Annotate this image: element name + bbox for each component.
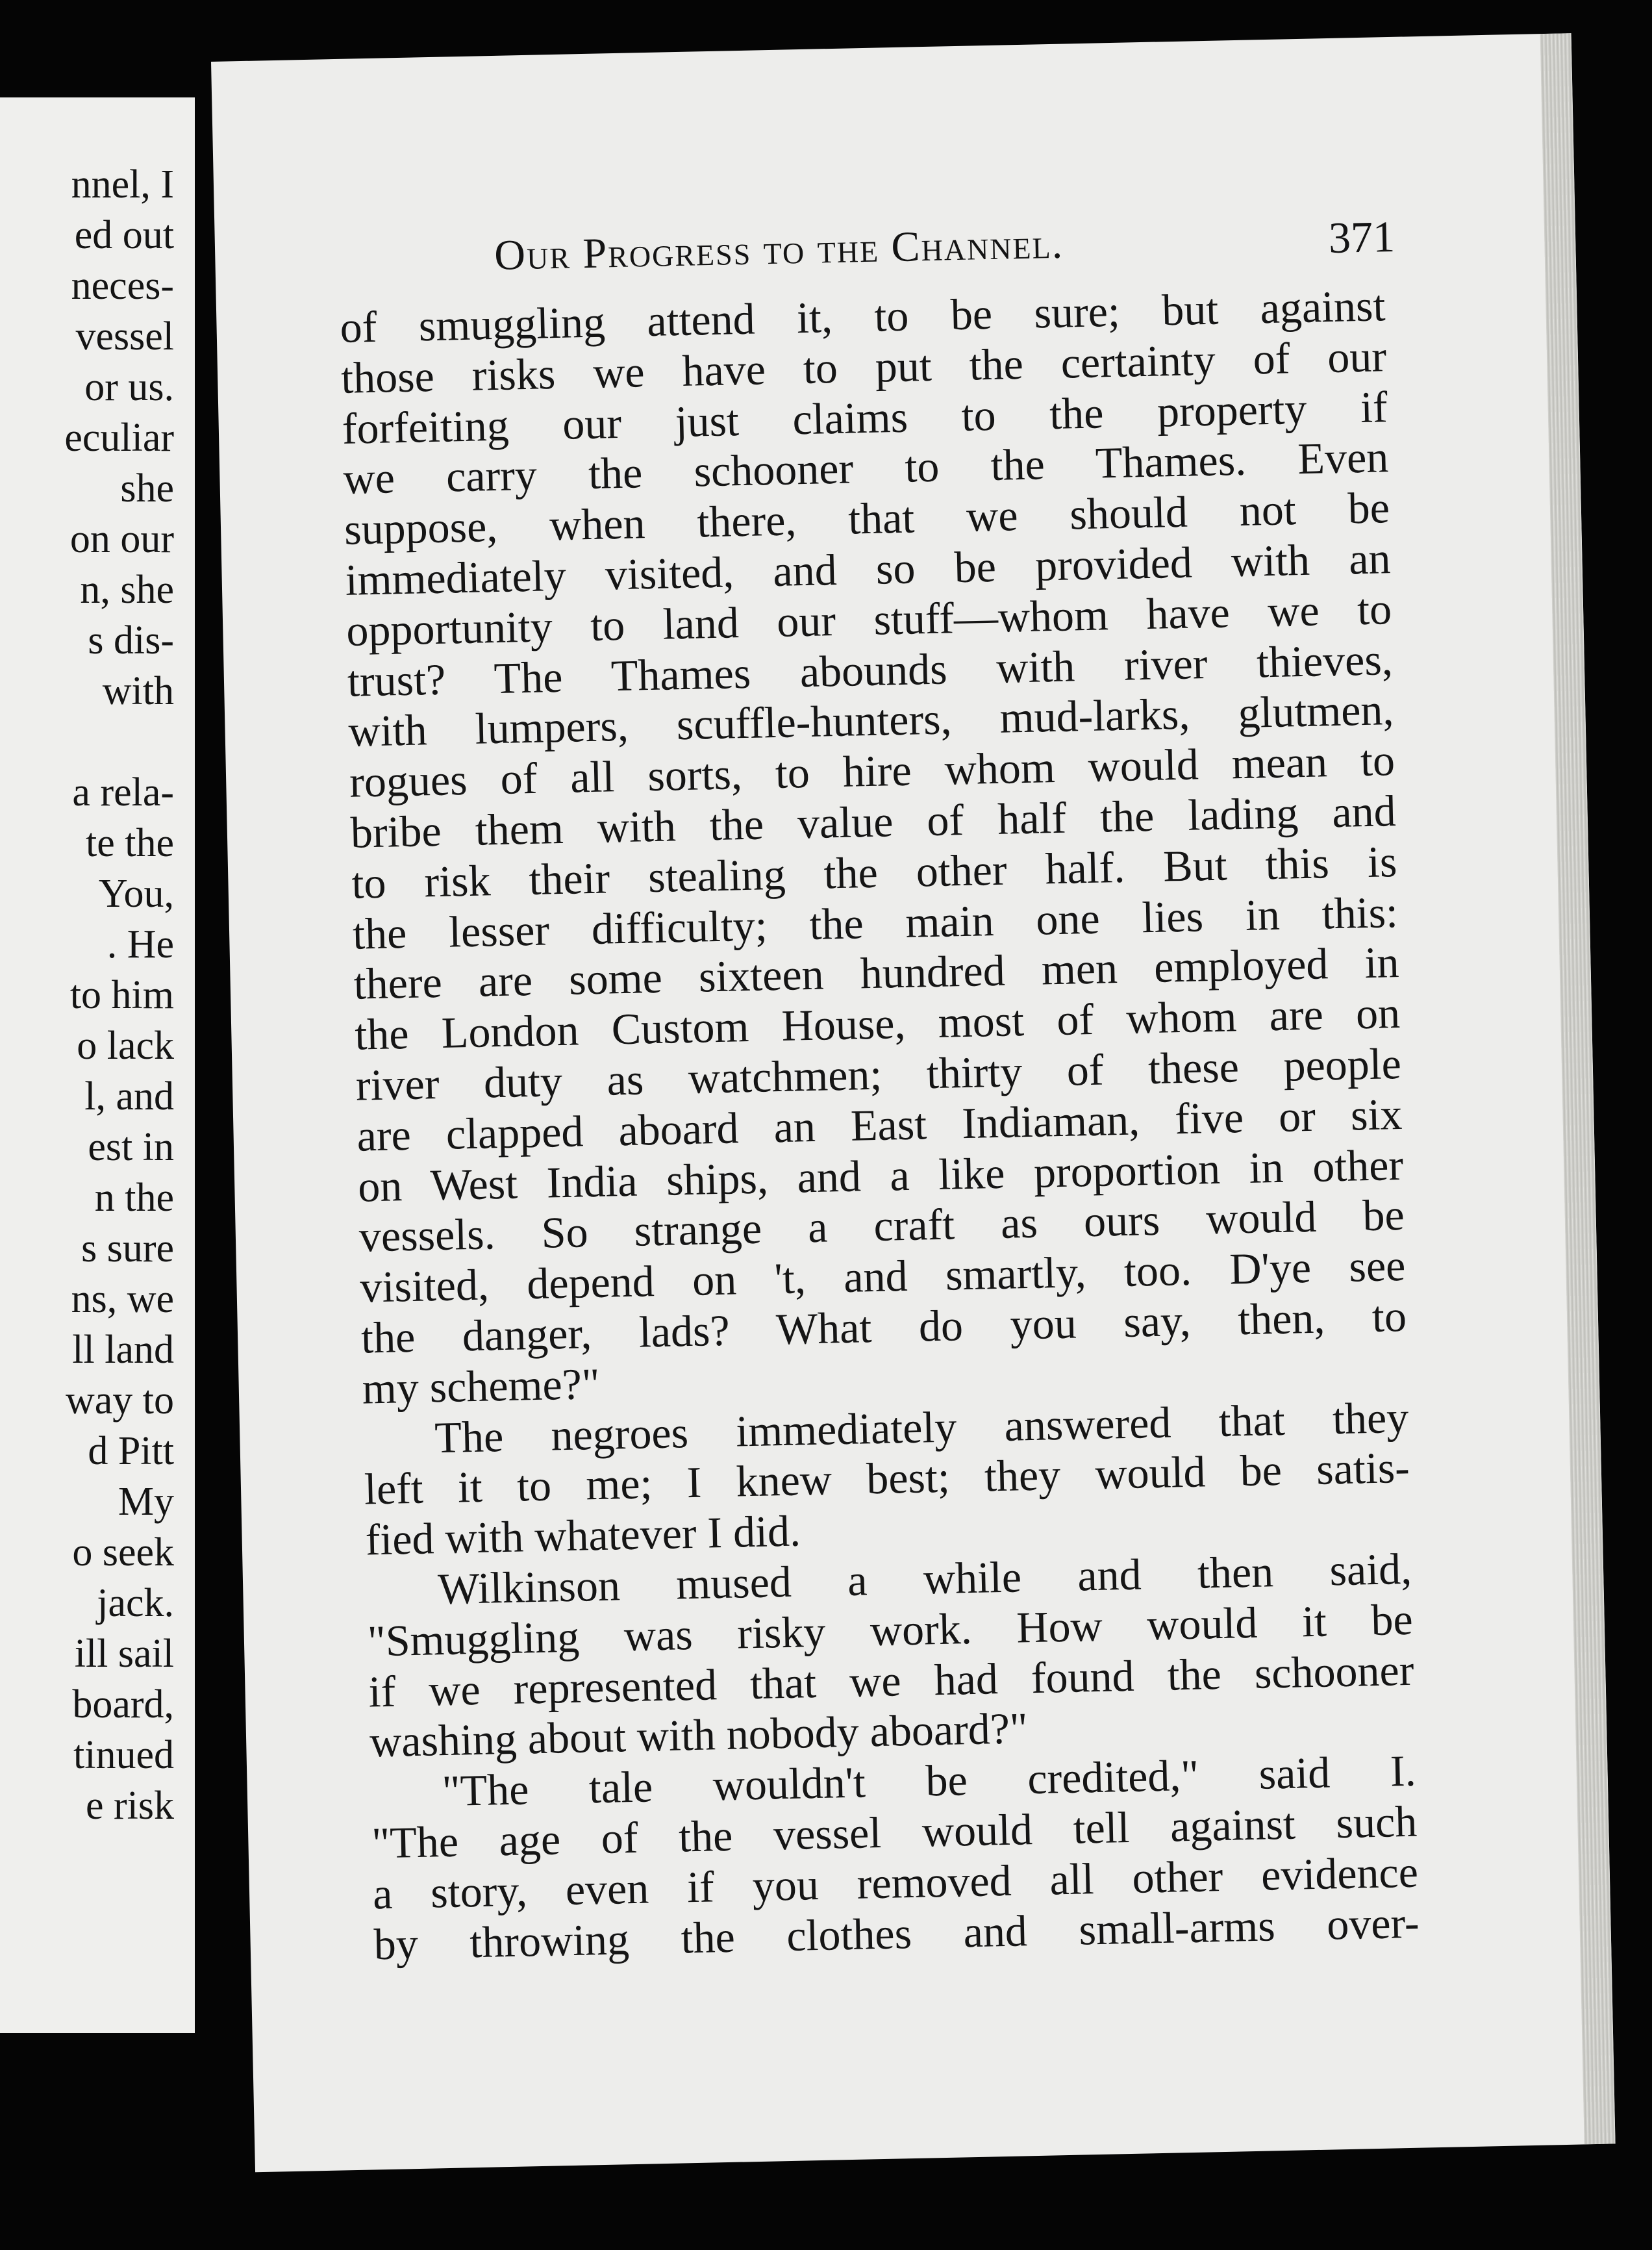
- text-line: suppose, when there, that we should not be: [344, 483, 1390, 555]
- left-page-line: You,: [98, 872, 174, 916]
- left-page-line: est in: [88, 1125, 174, 1169]
- left-page-line: neces-: [71, 264, 174, 308]
- left-page-line: n, she: [80, 568, 174, 612]
- left-page-line: tinued: [73, 1733, 174, 1777]
- text-line: visited, depend on 't, and smartly, too. D'ye see: [359, 1241, 1407, 1312]
- text-line: on West India ships, and a like proportion in other: [357, 1139, 1404, 1211]
- body-text: [340, 281, 1420, 1969]
- left-page-line: ed out: [74, 213, 174, 257]
- text-line: immediately visited, and so be provided with an: [344, 533, 1392, 605]
- text-line: left it to me; I knew best; they would be satis-: [364, 1443, 1410, 1514]
- text-line: with lumpers, scuffle-hunters, mud-larks, glutmen,: [347, 685, 1395, 757]
- text-line: fied with whatever I did.: [364, 1506, 801, 1565]
- text-line: "The age of the vessel would tell against such: [371, 1796, 1418, 1868]
- text-line: the lesser difficulty; the main one lies in this:: [352, 887, 1399, 959]
- text-line: my scheme?": [362, 1358, 601, 1413]
- left-page-line: l, and: [84, 1074, 174, 1119]
- right-page: [211, 33, 1616, 2172]
- text-line: if we represented that we had found the schooner: [368, 1645, 1415, 1716]
- left-page-line: d Pitt: [88, 1429, 174, 1473]
- page-number: 371: [1328, 211, 1395, 263]
- left-page-line: My: [118, 1480, 174, 1524]
- left-page-line: eculiar: [64, 416, 174, 460]
- left-page-line: jack.: [97, 1581, 174, 1625]
- left-page-line: vessel: [75, 314, 174, 359]
- left-page-line: or us.: [84, 365, 174, 409]
- left-page-line: to him: [69, 973, 174, 1017]
- left-page-line: ns, we: [71, 1277, 174, 1321]
- text-line: of smuggling attend it, to be sure; but against: [339, 281, 1386, 352]
- text-line: there are some sixteen hundred men employed in: [353, 937, 1400, 1009]
- text-line: those risks we have to put the certainty of our: [340, 331, 1387, 403]
- text-line: river duty as watchmen; thirty of these people: [355, 1038, 1402, 1110]
- text-line: to risk their stealing the other half. But this is: [351, 836, 1397, 908]
- left-page-line: ill sail: [74, 1632, 174, 1676]
- left-page-line: with: [102, 669, 174, 713]
- left-page-fragment: [0, 97, 195, 2033]
- left-page-line: o lack: [77, 1024, 174, 1068]
- text-line: forfeiting our just claims to the property if: [342, 381, 1388, 453]
- text-line: we carry the schooner to the Thames. Even: [342, 432, 1389, 504]
- text-line: trust? The Thames abounds with river thieves,: [347, 634, 1394, 706]
- text-line: "Smuggling was risky work. How would it be: [367, 1594, 1414, 1666]
- text-line: Wilkinson mused a while and then said,: [437, 1543, 1412, 1614]
- page-edge: [1540, 33, 1616, 2144]
- left-page-line: ll land: [72, 1328, 174, 1372]
- text-line: bribe them with the value of half the lading and: [350, 786, 1397, 857]
- text-line: The negroes immediately answered that they: [434, 1392, 1409, 1462]
- left-page-line: board,: [72, 1682, 174, 1726]
- text-line: a story, even if you removed all other evidence: [372, 1847, 1419, 1919]
- left-page-line: on our: [69, 517, 174, 561]
- left-page-line: way to: [65, 1378, 174, 1422]
- left-page-line: a rela-: [72, 770, 174, 815]
- text-line: opportunity to land our stuff—whom have we to: [345, 583, 1392, 655]
- left-page-line: s sure: [81, 1226, 174, 1270]
- text-line: the London Custom House, most of whom are on: [354, 988, 1401, 1059]
- text-line: are clapped aboard an East Indiaman, five or six: [356, 1089, 1403, 1161]
- left-page-line: . He: [106, 922, 174, 967]
- text-line: the danger, lads? What do you say, then, to: [360, 1291, 1407, 1363]
- running-head: [494, 213, 1365, 281]
- left-page-line: te the: [86, 821, 174, 865]
- left-page-line: she: [120, 466, 174, 511]
- left-page-line: o seek: [72, 1530, 174, 1574]
- left-page-line: n the: [94, 1176, 174, 1220]
- running-head-text: Our Progress to the Channel.: [494, 220, 1064, 279]
- left-page-line: s dis-: [88, 618, 174, 663]
- text-line: rogues of all sorts, to hire whom would mean to: [349, 735, 1395, 807]
- left-page-line: nnel, I: [71, 162, 174, 207]
- text-line: vessels. So strange a craft as ours would be: [358, 1190, 1405, 1261]
- text-line: by throwing the clothes and small-arms over-: [373, 1897, 1420, 1969]
- text-line: "The tale wouldn't be credited," said I.: [442, 1745, 1417, 1816]
- text-line: washing about with nobody aboard?": [369, 1703, 1029, 1767]
- left-page-line: e risk: [85, 1784, 174, 1828]
